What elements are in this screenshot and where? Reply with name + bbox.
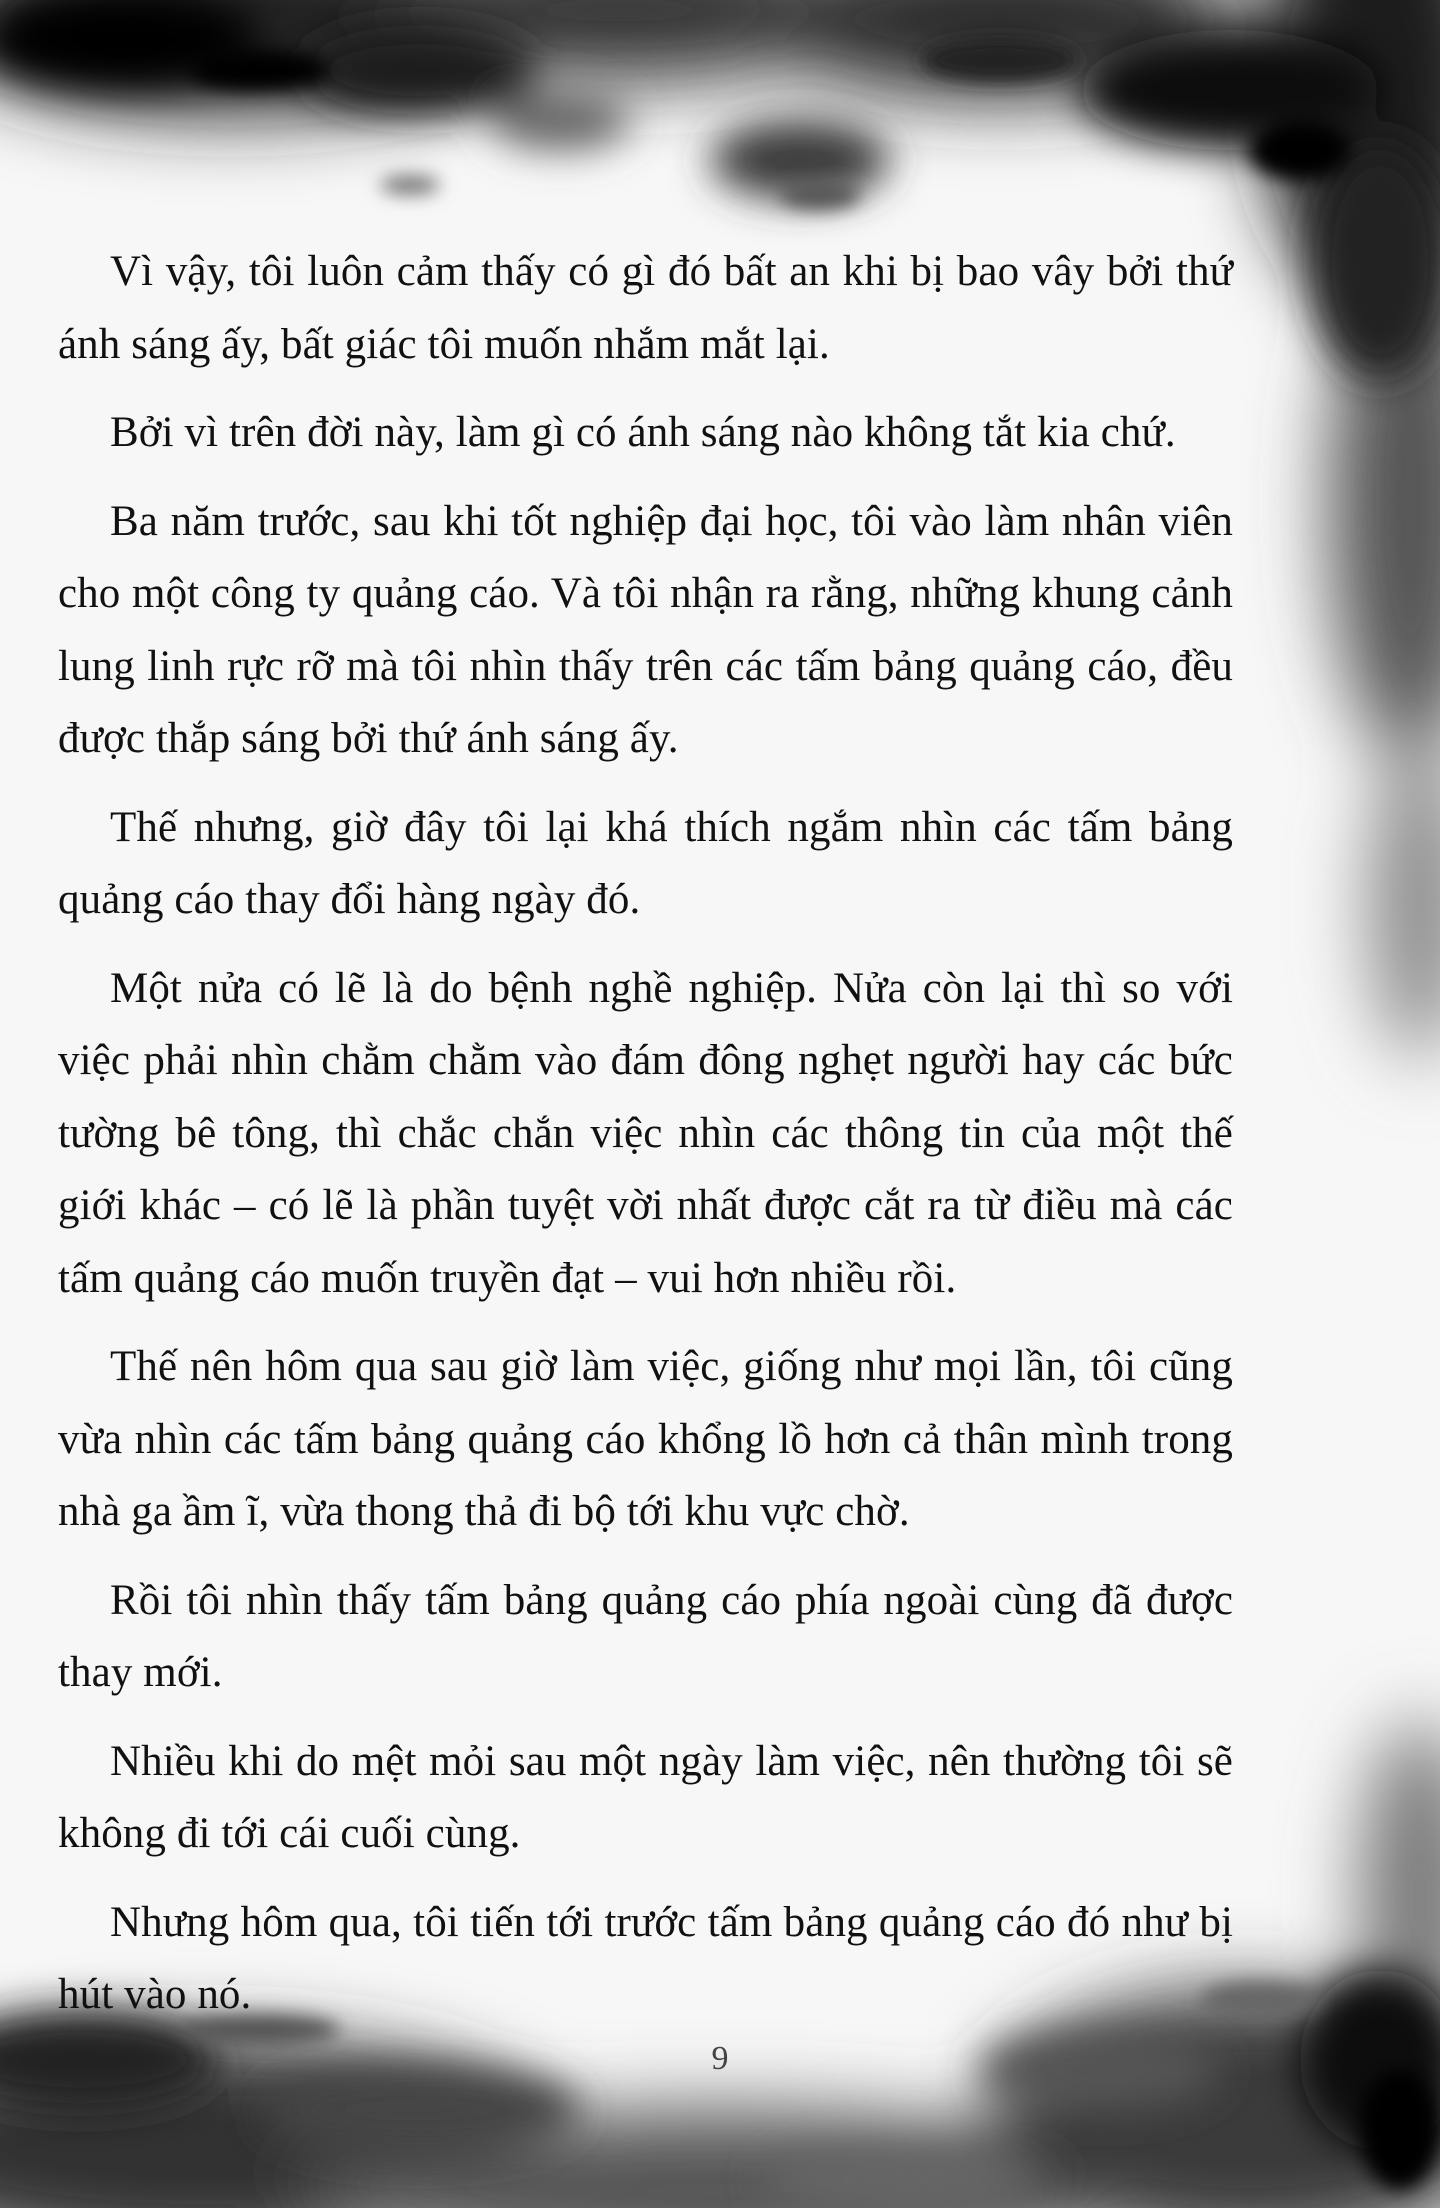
paragraph: Thế nhưng, giờ đây tôi lại khá thích ngắm nhìn các tấm bảng quảng cáo thay đổi hàng ngày đó. bbox=[58, 803, 1233, 923]
page-number: 9 bbox=[711, 2040, 729, 2077]
paragraph: Ba năm trước, sau khi tốt nghiệp đại học, tôi vào làm nhân viên cho một công ty quảng cáo. Và tôi nhận ra rằng, những khung cảnh lung linh rực rỡ mà tôi nhìn thấy trên các tấm bảng quảng cáo, đều được thắp sáng bởi thứ ánh sáng ấy. bbox=[58, 497, 1233, 762]
paragraph: Thế nên hôm qua sau giờ làm việc, giống như mọi lần, tôi cũng vừa nhìn các tấm bảng quảng cáo khổng lồ hơn cả thân mình trong nhà ga ầm ĩ, vừa thong thả đi bộ tới khu vực chờ. bbox=[58, 1343, 1233, 1535]
body-text bbox=[58, 236, 1233, 2048]
paragraph: Bởi vì trên đời này, làm gì có ánh sáng nào không tắt kia chứ. bbox=[110, 409, 1176, 456]
paragraph: Rồi tôi nhìn thấy tấm bảng quảng cáo phía ngoài cùng đã được thay mới. bbox=[58, 1576, 1233, 1696]
paragraph: Vì vậy, tôi luôn cảm thấy có gì đó bất an khi bị bao vây bởi thứ ánh sáng ấy, bất giác tôi muốn nhắm mắt lại. bbox=[58, 248, 1233, 368]
paragraph: Nhiều khi do mệt mỏi sau một ngày làm việc, nên thường tôi sẽ không đi tới cái cuối cùng. bbox=[58, 1737, 1233, 1857]
paragraph: Nhưng hôm qua, tôi tiến tới trước tấm bảng quảng cáo đó như bị hút vào nó. bbox=[58, 1898, 1233, 2018]
paragraph: Một nửa có lẽ là do bệnh nghề nghiệp. Nửa còn lại thì so với việc phải nhìn chằm chằm vào đám đông nghẹt người hay các bức tường bê tông, thì chắc chắn việc nhìn các thông tin của một thế giới khác – có lẽ là phần tuyệt vời nhất được cắt ra từ điều mà các tấm quảng cáo muốn truyền đạt – vui hơn nhiều rồi. bbox=[58, 964, 1233, 1302]
